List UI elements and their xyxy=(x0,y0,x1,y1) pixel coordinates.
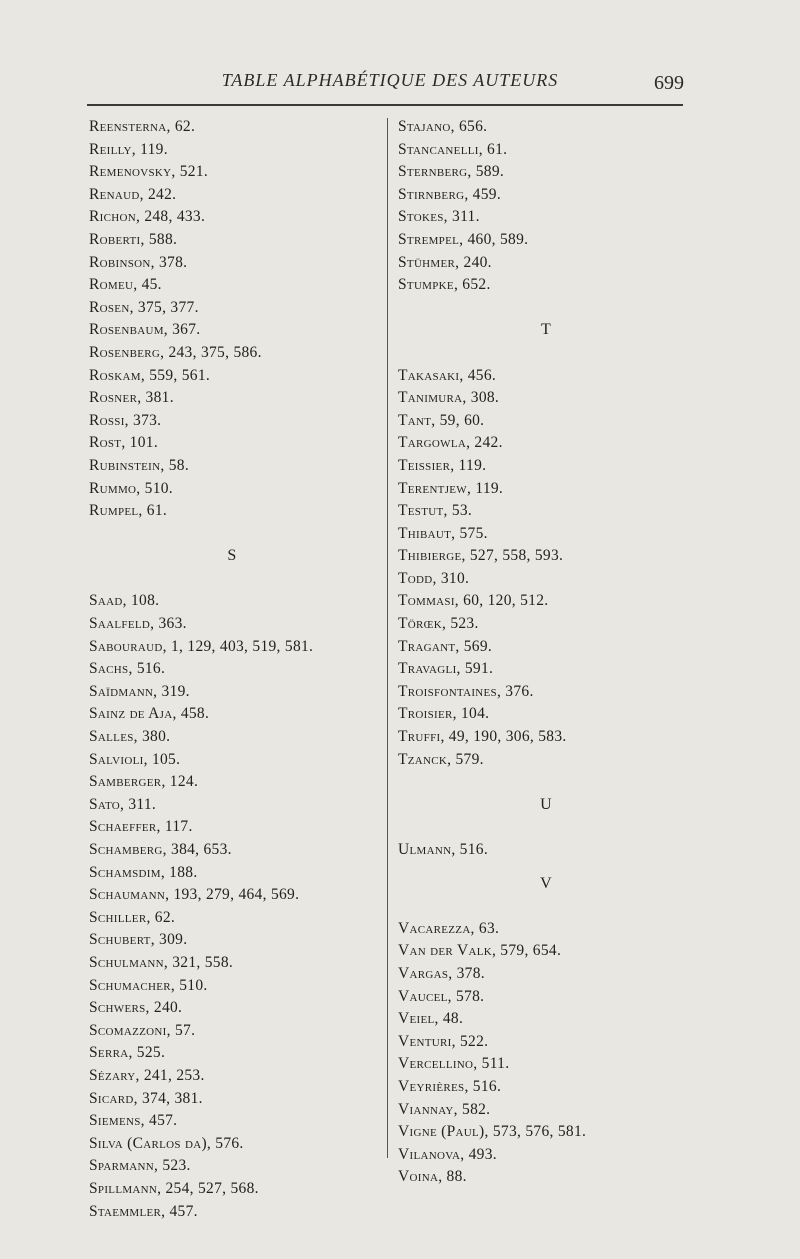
index-entry: Teissier, 119. xyxy=(398,456,487,474)
index-entry: Samberger, 124. xyxy=(89,773,199,791)
index-entry: Saalfeld, 363. xyxy=(89,615,187,633)
index-entry: Renaud, 242. xyxy=(89,185,177,203)
section-gap xyxy=(398,297,688,320)
index-entry: Schiller, 62. xyxy=(89,908,176,926)
index-entry: Richon, 248, 433. xyxy=(89,208,206,226)
index-entry: Sachs, 516. xyxy=(89,660,166,678)
section-heading-u: U xyxy=(540,795,552,813)
index-entry: Romeu, 45. xyxy=(89,276,162,294)
section-gap xyxy=(89,568,379,591)
index-entry: Stirnberg, 459. xyxy=(398,185,501,203)
index-entry: Schamberg, 384, 653. xyxy=(89,841,232,858)
index-entry: Terentjew, 119. xyxy=(398,479,504,497)
index-entry: Rosenberg, 243, 375, 586. xyxy=(89,343,262,361)
index-entry: Vercellino, 511. xyxy=(398,1055,510,1073)
index-entry: Vigne (Paul), 573, 576, 581. xyxy=(398,1123,587,1141)
index-entry: Viannay, 582. xyxy=(398,1100,491,1118)
index-entry: Strempel, 460, 589. xyxy=(398,230,529,248)
index-entry: Todd, 310. xyxy=(398,569,470,587)
index-entry: Vilanova, 493. xyxy=(398,1145,497,1163)
index-entry: Stumpke, 652. xyxy=(398,276,491,294)
index-entry: Vargas, 378. xyxy=(398,964,485,982)
section-gap xyxy=(398,895,688,918)
index-entry: Siemens, 457. xyxy=(89,1112,178,1130)
index-entry: Sternberg, 589. xyxy=(398,163,505,181)
index-entry: Thibierge, 527, 558, 593. xyxy=(398,547,564,565)
index-entry: Rubinstein, 58. xyxy=(89,456,190,474)
t-entry-list xyxy=(398,365,688,772)
index-entry: Schubert, 309. xyxy=(89,931,188,949)
index-entry: Roskam, 559, 561. xyxy=(89,366,211,384)
u-entry-list xyxy=(398,839,688,862)
index-entry: Rost, 101. xyxy=(89,434,158,452)
index-entry: Saïdmann, 319. xyxy=(89,682,190,700)
index-entry: Staemmler, 457. xyxy=(89,1202,198,1220)
index-entry: Sabouraud, 1, 129, 403, 519, 581. xyxy=(89,637,314,655)
index-entry: Schamsdim, 188. xyxy=(89,863,198,881)
index-entry: Venturi, 522. xyxy=(398,1032,489,1050)
index-entry: Van der Valk, 579, 654. xyxy=(398,942,562,960)
index-entry: Truffi, 49, 190, 306, 583. xyxy=(398,728,567,746)
index-entry: Schumacher, 510. xyxy=(89,976,208,994)
section-gap xyxy=(398,771,688,794)
right-column xyxy=(398,116,688,1189)
index-entry: Tanimura, 308. xyxy=(398,389,500,407)
index-entry: Travagli, 591. xyxy=(398,660,494,678)
index-entry: Saad, 108. xyxy=(89,592,160,610)
index-entry: Schulmann, 321, 558. xyxy=(89,953,234,971)
header-rule xyxy=(87,104,683,106)
index-entry: Rumpel, 61. xyxy=(89,502,168,520)
section-heading-v: V xyxy=(540,874,552,892)
index-entry: Troisier, 104. xyxy=(398,705,490,723)
index-entry: Stajano, 656. xyxy=(398,118,488,135)
section-heading-t: T xyxy=(540,321,552,339)
r-entry-list xyxy=(89,116,379,523)
index-entry: Veyrières, 516. xyxy=(398,1077,502,1095)
index-entry: Voina, 88. xyxy=(398,1168,467,1186)
index-entry: Schwers, 240. xyxy=(89,999,183,1017)
v-entry-list xyxy=(398,918,688,1189)
section-heading-s: S xyxy=(227,547,237,565)
section-gap xyxy=(89,523,379,546)
column-divider xyxy=(387,118,388,1158)
index-entry: Thibaut, 575. xyxy=(398,524,488,542)
index-entry: Salles, 380. xyxy=(89,728,171,746)
index-entry: Rosenbaum, 367. xyxy=(89,321,201,339)
index-entry: Targowla, 242. xyxy=(398,434,503,452)
index-entry: Sato, 311. xyxy=(89,795,157,813)
index-entry: Tant, 59, 60. xyxy=(398,411,485,429)
index-entry: Schaeffer, 117. xyxy=(89,818,193,836)
index-entry: Veiel, 48. xyxy=(398,1010,464,1028)
index-entry: Rossi, 373. xyxy=(89,411,162,429)
section-gap xyxy=(398,862,688,873)
index-entry: Stancanelli, 61. xyxy=(398,140,508,158)
running-header-title: TABLE ALPHABÉTIQUE DES AUTEURS xyxy=(221,70,559,90)
index-entry: Sézary, 241, 253. xyxy=(89,1066,205,1084)
index-entry: Tragant, 569. xyxy=(398,637,493,655)
index-entry: Serra, 525. xyxy=(89,1044,166,1062)
index-entry: Tommasi, 60, 120, 512. xyxy=(398,592,549,610)
index-entry: Troisfontaines, 376. xyxy=(398,682,534,700)
index-entry: Salvioli, 105. xyxy=(89,750,181,768)
index-entry: Roberti, 588. xyxy=(89,230,178,248)
index-entry: Testut, 53. xyxy=(398,502,473,520)
index-entry: Törœk, 523. xyxy=(398,615,479,633)
s-entry-list-continued xyxy=(398,116,688,297)
index-entry: Stokes, 311. xyxy=(398,208,480,226)
index-entry: Vacarezza, 63. xyxy=(398,919,500,937)
index-entry: Vaucel, 578. xyxy=(398,987,485,1005)
index-entry: Stühmer, 240. xyxy=(398,253,492,271)
index-entry: Rosen, 375, 377. xyxy=(89,298,199,316)
page-number: 699 xyxy=(654,72,684,94)
section-gap xyxy=(398,342,688,365)
left-column xyxy=(89,116,379,1223)
index-entry: Scomazzoni, 57. xyxy=(89,1021,196,1039)
index-entry: Schaumann, 193, 279, 464, 569. xyxy=(89,886,300,904)
index-entry: Ulmann, 516. xyxy=(398,841,488,858)
index-entry: Remenovsky, 521. xyxy=(89,163,209,181)
section-gap xyxy=(398,816,688,839)
index-entry: Sparmann, 523. xyxy=(89,1157,191,1175)
index-entry: Reilly, 119. xyxy=(89,140,168,158)
index-entry: Robinson, 378. xyxy=(89,253,188,271)
index-entry: Takasaki, 456. xyxy=(398,366,497,384)
index-entry: Rummo, 510. xyxy=(89,479,173,497)
index-entry: Sicard, 374, 381. xyxy=(89,1089,203,1107)
index-entry: Rosner, 381. xyxy=(89,389,174,407)
s-entry-list xyxy=(89,590,379,1223)
index-entry: Spillmann, 254, 527, 568. xyxy=(89,1179,259,1197)
index-entry: Reensterna, 62. xyxy=(89,118,196,135)
index-entry: Tzanck, 579. xyxy=(398,750,484,768)
index-entry: Sainz de Aja, 458. xyxy=(89,705,210,723)
index-entry: Silva (Carlos da), 576. xyxy=(89,1134,244,1152)
